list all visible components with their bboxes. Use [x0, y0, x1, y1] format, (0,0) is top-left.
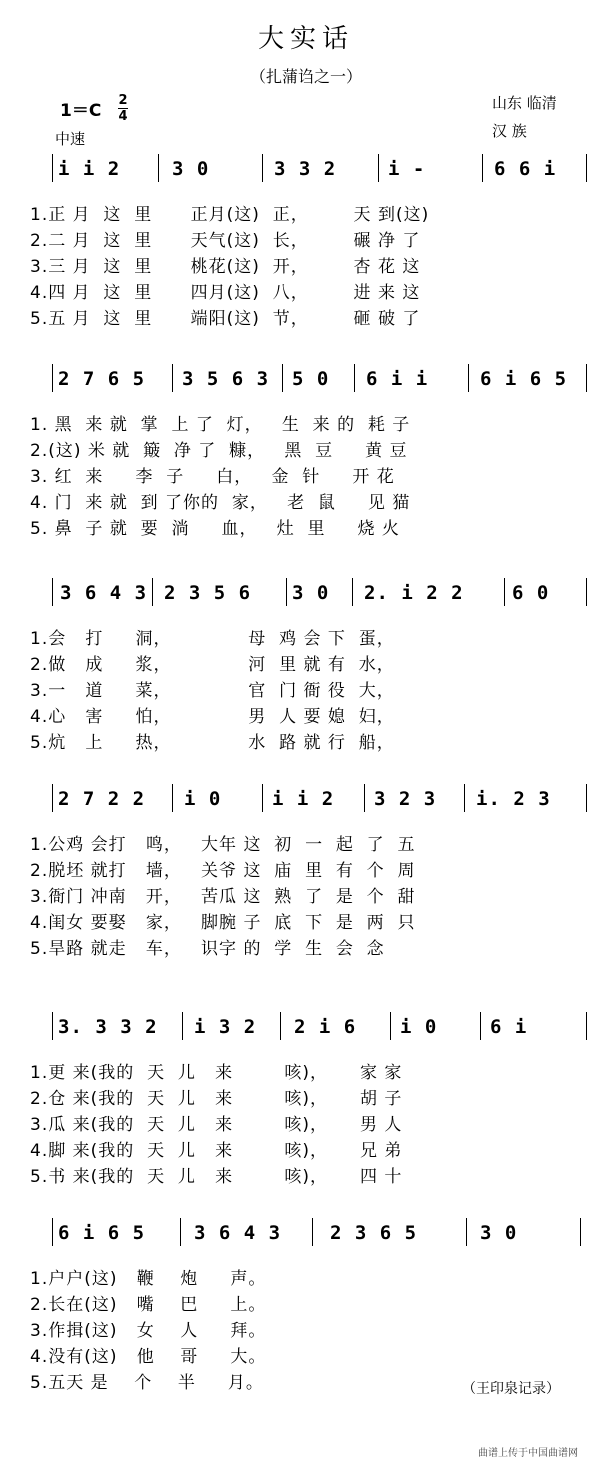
- measure-notes: 5 0: [292, 368, 330, 390]
- lyric-line: 5.五 月 这 里 端阳(这) 节， 砸 破 了: [30, 309, 421, 329]
- time-signature: [118, 94, 128, 123]
- bar-line: [468, 364, 469, 392]
- measure-notes: 2 3 5 6: [164, 582, 252, 604]
- lyric-line: 5.书 来(我的 天 儿 来 咳)， 四 十: [30, 1167, 403, 1187]
- measure-notes: 2 i 6: [294, 1016, 357, 1038]
- lyric-line: 2.(这) 米 就 簸 净 了 糠， 黑 豆 黄 豆: [30, 441, 408, 461]
- bar-line: [480, 1012, 481, 1040]
- time-signature-top: 2: [118, 93, 128, 108]
- bar-line: [504, 578, 505, 606]
- measure-notes: 3 6 4 3: [194, 1222, 282, 1244]
- lyric-line: 2.二 月 这 里 天气(这) 长， 碾 净 了: [30, 231, 421, 251]
- lyric-line: 5.五天 是 个 半 月。: [30, 1373, 264, 1393]
- notation-row: [0, 362, 612, 402]
- lyric-line: 1.更 来(我的 天 儿 来 咳)， 家 家: [30, 1063, 403, 1083]
- measure-notes: i i 2: [58, 158, 121, 180]
- bar-line: [152, 578, 153, 606]
- bar-line: [312, 1218, 313, 1246]
- song-subtitle: （扎蒲诌之一）: [249, 67, 362, 86]
- measure-notes: i. 2 3: [476, 788, 551, 810]
- lyric-line: 1.正 月 这 里 正月(这) 正， 天 到(这): [30, 205, 430, 225]
- notation-row: [0, 1010, 612, 1050]
- lyric-line: 1. 黑 来 就 掌 上 了 灯， 生 来 的 耗 子: [30, 415, 411, 435]
- measure-notes: 3 6 4 3: [60, 582, 148, 604]
- measure-notes: 2 3 6 5: [330, 1222, 418, 1244]
- measure-notes: 3 3 2: [274, 158, 337, 180]
- lyric-line: 3. 红 来 李 子 白， 金 针 开 花: [30, 467, 395, 487]
- lyric-line: 2.长在(这) 嘴 巴 上。: [30, 1295, 267, 1315]
- measure-notes: 3 0: [172, 158, 210, 180]
- notation-row: [0, 152, 612, 192]
- notation-row: [0, 782, 612, 822]
- bar-line: [286, 578, 287, 606]
- lyric-line: 1.户户(这) 鞭 炮 声。: [30, 1269, 267, 1289]
- measure-notes: 3 0: [292, 582, 330, 604]
- site-watermark: 曲谱上传于中国曲谱网: [478, 1448, 578, 1459]
- bar-line: [172, 364, 173, 392]
- measure-notes: 6 0: [512, 582, 550, 604]
- bar-line: [262, 154, 263, 182]
- lyric-line: 4.闺女 要娶 家， 脚腕 子 底 下 是 两 只: [30, 913, 416, 933]
- lyric-line: 3.作揖(这) 女 人 拜。: [30, 1321, 267, 1341]
- measure-notes: 6 6 i: [494, 158, 557, 180]
- bar-line: [52, 1218, 53, 1246]
- bar-line: [586, 364, 587, 392]
- lyric-line: 4.没有(这) 他 哥 大。: [30, 1347, 267, 1367]
- bar-line: [52, 364, 53, 392]
- time-signature-bottom: 4: [118, 109, 128, 124]
- lyric-line: 4.脚 来(我的 天 儿 来 咳)， 兄 弟: [30, 1141, 403, 1161]
- bar-line: [364, 784, 365, 812]
- lyric-line: 2.仓 来(我的 天 儿 来 咳)， 胡 子: [30, 1089, 403, 1109]
- bar-line: [352, 578, 353, 606]
- measure-notes: 6 i 6 5: [480, 368, 568, 390]
- bar-line: [180, 1218, 181, 1246]
- lyric-line: 3.三 月 这 里 桃花(这) 开， 杏 花 这: [30, 257, 421, 277]
- measure-notes: i 0: [400, 1016, 438, 1038]
- lyric-line: 1.公鸡 会打 鸣， 大年 这 初 一 起 了 五: [30, 835, 416, 855]
- lyric-line: 2.做 成 浆， 河 里 就 有 水，: [30, 655, 395, 675]
- measure-notes: i 0: [184, 788, 222, 810]
- bar-line: [580, 1218, 581, 1246]
- measure-notes: 3 5 6 3: [182, 368, 270, 390]
- bar-line: [52, 784, 53, 812]
- bar-line: [158, 154, 159, 182]
- lyric-line: 3.衙门 冲南 开， 苦瓜 这 熟 了 是 个 甜: [30, 887, 416, 907]
- bar-line: [182, 1012, 183, 1040]
- measure-notes: 6 i 6 5: [58, 1222, 146, 1244]
- measure-notes: 6 i i: [366, 368, 429, 390]
- notation-row: [0, 576, 612, 616]
- bar-line: [466, 1218, 467, 1246]
- bar-line: [354, 364, 355, 392]
- lyric-line: 1.会 打 洞， 母 鸡 会 下 蛋，: [30, 629, 395, 649]
- measure-notes: i 3 2: [194, 1016, 257, 1038]
- origin-place: 山东 临清: [492, 94, 557, 112]
- bar-line: [282, 364, 283, 392]
- bar-line: [262, 784, 263, 812]
- lyric-line: 2.脱坯 就打 墙， 关爷 这 庙 里 有 个 周: [30, 861, 416, 881]
- bar-line: [52, 154, 53, 182]
- lyric-line: 4.心 害 怕， 男 人 要 媳 妇，: [30, 707, 395, 727]
- lyric-line: 4.四 月 这 里 四月(这) 八， 进 来 这: [30, 283, 421, 303]
- measure-notes: 2. i 2 2: [364, 582, 464, 604]
- lyric-line: 4. 门 来 就 到 了你的 家， 老 鼠 见 猫: [30, 493, 411, 513]
- bar-line: [280, 1012, 281, 1040]
- notation-row: [0, 1216, 612, 1256]
- bar-line: [464, 784, 465, 812]
- bar-line: [586, 1012, 587, 1040]
- bar-line: [52, 1012, 53, 1040]
- origin-people: 汉 族: [492, 122, 527, 140]
- bar-line: [52, 578, 53, 606]
- bar-line: [378, 154, 379, 182]
- measure-notes: 3 2 3: [374, 788, 437, 810]
- measure-notes: 3. 3 3 2: [58, 1016, 158, 1038]
- bar-line: [586, 154, 587, 182]
- measure-notes: 3 0: [480, 1222, 518, 1244]
- tempo-marking: 中速: [55, 130, 86, 148]
- measure-notes: 2 7 6 5: [58, 368, 146, 390]
- measure-notes: i i 2: [272, 788, 335, 810]
- bar-line: [586, 784, 587, 812]
- bar-line: [172, 784, 173, 812]
- bar-line: [482, 154, 483, 182]
- bar-line: [390, 1012, 391, 1040]
- lyric-line: 3.瓜 来(我的 天 儿 来 咳)， 男 人: [30, 1115, 403, 1135]
- transcriber-credit: （王印泉记录）: [462, 1381, 560, 1397]
- lyric-line: 5.旱路 就走 车， 识字 的 学 生 会 念: [30, 939, 385, 959]
- song-title: 大实话: [257, 24, 354, 54]
- lyric-line: 5. 鼻 子 就 要 淌 血， 灶 里 烧 火: [30, 519, 400, 539]
- measure-notes: 6 i: [490, 1016, 528, 1038]
- bar-line: [586, 578, 587, 606]
- lyric-line: 5.炕 上 热， 水 路 就 行 船，: [30, 733, 395, 753]
- measure-notes: 2 7 2 2: [58, 788, 146, 810]
- measure-notes: i -: [388, 158, 426, 180]
- lyric-line: 3.一 道 菜， 官 门 衙 役 大，: [30, 681, 395, 701]
- key-signature: 1＝C: [60, 101, 102, 121]
